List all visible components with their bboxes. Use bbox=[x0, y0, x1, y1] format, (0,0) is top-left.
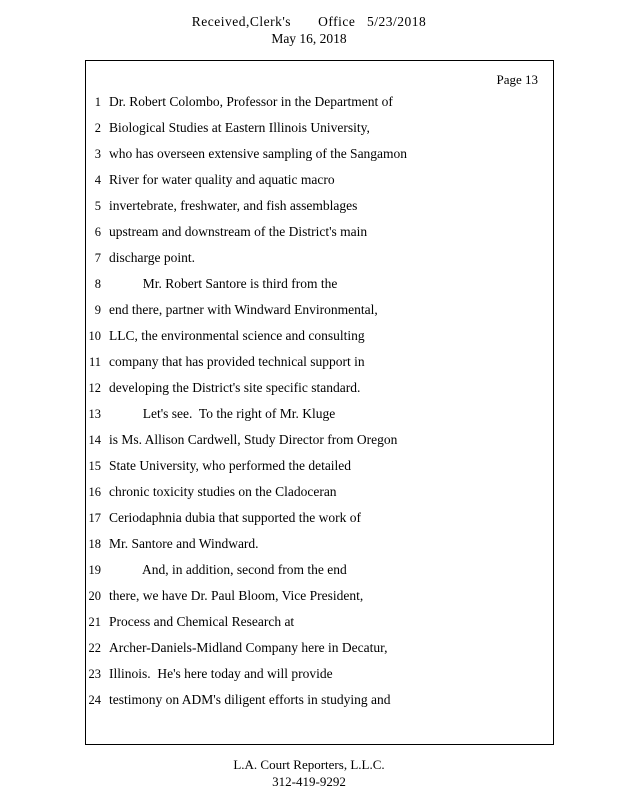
transcript-line bbox=[86, 432, 553, 458]
line-text: is Ms. Allison Cardwell, Study Director from Oregon bbox=[109, 432, 398, 447]
line-number: 8 bbox=[94, 277, 101, 291]
transcript-line bbox=[86, 250, 553, 276]
transcript-line bbox=[86, 510, 553, 536]
line-number: 4 bbox=[94, 173, 101, 187]
line-number: 23 bbox=[88, 667, 101, 681]
line-number: 5 bbox=[94, 199, 101, 213]
line-text: And, in addition, second from the end bbox=[109, 562, 347, 577]
document-header bbox=[0, 14, 618, 47]
transcript-line bbox=[86, 406, 553, 432]
line-text: end there, partner with Windward Environmental, bbox=[109, 302, 378, 317]
document-footer bbox=[0, 757, 618, 790]
line-text: there, we have Dr. Paul Bloom, Vice President, bbox=[109, 588, 364, 603]
transcript-line bbox=[86, 224, 553, 250]
transcript-line bbox=[86, 302, 553, 328]
line-number: 6 bbox=[94, 225, 101, 239]
line-number: 11 bbox=[88, 355, 101, 369]
line-number: 16 bbox=[88, 485, 101, 499]
transcript-line bbox=[86, 666, 553, 692]
line-text: developing the District's site specific standard. bbox=[109, 380, 361, 395]
line-number: 21 bbox=[88, 615, 101, 629]
court-reporter-phone: 312-419-9292 bbox=[272, 774, 346, 789]
transcript-page bbox=[85, 60, 554, 745]
line-text: upstream and downstream of the District's main bbox=[109, 224, 368, 239]
line-number: 3 bbox=[94, 147, 101, 161]
line-text: State University, who performed the detailed bbox=[109, 458, 352, 473]
transcript-line bbox=[86, 328, 553, 354]
line-number: 2 bbox=[94, 121, 101, 135]
line-text: testimony on ADM's diligent efforts in studying and bbox=[109, 692, 391, 707]
line-text: River for water quality and aquatic macro bbox=[109, 172, 335, 187]
line-text: Illinois. He's here today and will provide bbox=[109, 666, 333, 681]
line-text: Archer-Daniels-Midland Company here in Decatur, bbox=[109, 640, 388, 655]
line-text: Let's see. To the right of Mr. Kluge bbox=[109, 406, 336, 421]
hearing-date: May 16, 2018 bbox=[271, 31, 347, 46]
line-text: Process and Chemical Research at bbox=[109, 614, 295, 629]
transcript-line bbox=[86, 536, 553, 562]
transcript-line bbox=[86, 198, 553, 224]
line-text: chronic toxicity studies on the Cladoceran bbox=[109, 484, 337, 499]
transcript-line bbox=[86, 484, 553, 510]
transcript-line bbox=[86, 562, 553, 588]
transcript-line bbox=[86, 120, 553, 146]
transcript-line bbox=[86, 640, 553, 666]
line-text: Mr. Robert Santore is third from the bbox=[109, 276, 338, 291]
transcript-line bbox=[86, 692, 553, 718]
page-number: Page 13 bbox=[496, 72, 538, 87]
transcript-line bbox=[86, 614, 553, 640]
line-number: 15 bbox=[88, 459, 101, 473]
line-text: invertebrate, freshwater, and fish assemblages bbox=[109, 198, 358, 213]
transcript-line bbox=[86, 146, 553, 172]
line-text: discharge point. bbox=[109, 250, 195, 265]
transcript-body bbox=[86, 94, 553, 718]
transcript-line bbox=[86, 458, 553, 484]
line-number: 14 bbox=[88, 433, 101, 447]
line-number: 7 bbox=[94, 251, 101, 265]
transcript-line bbox=[86, 380, 553, 406]
transcript-line bbox=[86, 276, 553, 302]
transcript-line bbox=[86, 172, 553, 198]
line-number: 19 bbox=[88, 563, 101, 577]
line-number: 24 bbox=[88, 693, 101, 707]
line-number: 22 bbox=[88, 641, 101, 655]
line-number: 20 bbox=[88, 589, 101, 603]
line-number: 13 bbox=[88, 407, 101, 421]
line-text: company that has provided technical support in bbox=[109, 354, 365, 369]
transcript-line bbox=[86, 588, 553, 614]
transcript-line bbox=[86, 354, 553, 380]
line-text: Biological Studies at Eastern Illinois University, bbox=[109, 120, 370, 135]
line-number: 18 bbox=[88, 537, 101, 551]
line-number: 1 bbox=[94, 95, 101, 109]
line-number: 12 bbox=[88, 381, 101, 395]
line-text: Mr. Santore and Windward. bbox=[109, 536, 259, 551]
line-text: Dr. Robert Colombo, Professor in the Department of bbox=[109, 94, 393, 109]
line-number: 17 bbox=[88, 511, 101, 525]
transcript-line bbox=[86, 94, 553, 120]
line-number: 9 bbox=[94, 303, 101, 317]
line-number: 10 bbox=[88, 329, 101, 343]
line-text: Ceriodaphnia dubia that supported the work of bbox=[109, 510, 361, 525]
court-reporter-name: L.A. Court Reporters, L.L.C. bbox=[233, 757, 385, 772]
line-text: LLC, the environmental science and consulting bbox=[109, 328, 365, 343]
received-stamp: Received,Clerk's Office 5/23/2018 bbox=[191, 14, 427, 29]
line-text: who has overseen extensive sampling of the Sangamon bbox=[109, 146, 408, 161]
